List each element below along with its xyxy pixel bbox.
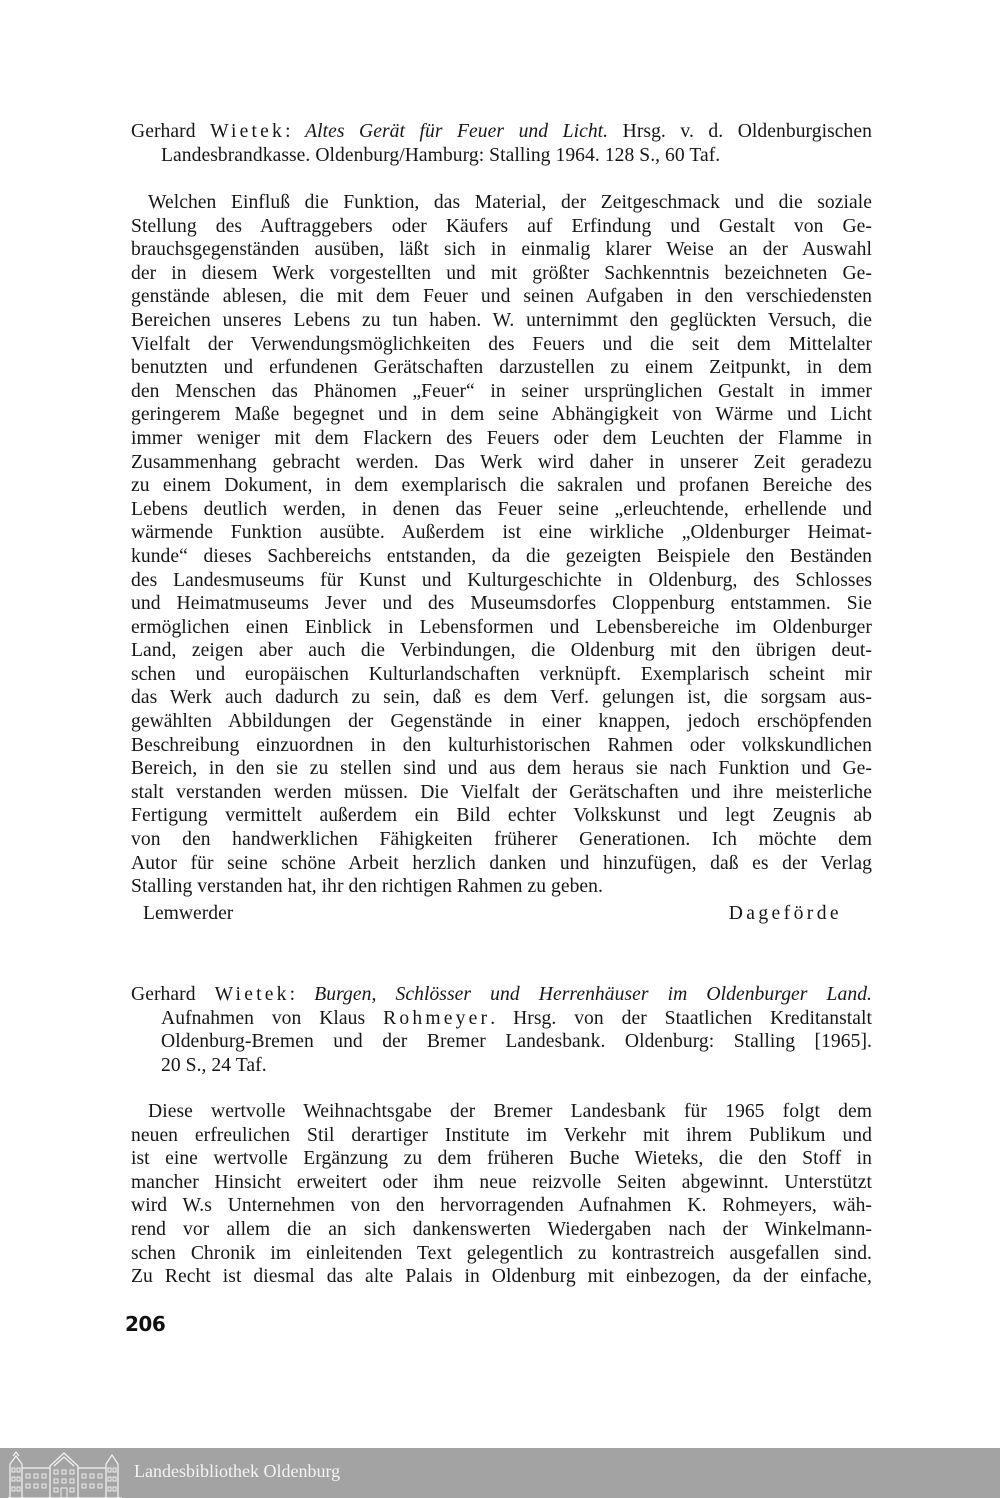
- review-line: ist eine wertvolle Ergänzung zu dem früheren Buche Wieteks, die den Stoff in: [131, 1148, 872, 1170]
- review-line: wird W.s Unternehmen von den hervorragenden Aufnahmen K. Rohmeyers, wäh-: [131, 1195, 872, 1217]
- publisher-info: . Hrsg. von der Staatlichen Kreditanstalt: [490, 1007, 872, 1029]
- review-line: stalt verstanden werden müssen. Die Vielfalt der Gerätschaften und ihre meisterliche: [131, 781, 872, 803]
- review-line: neuen erfreulichen Stil derartiger Institute im Verkehr mit ihrem Publikum und: [131, 1124, 872, 1146]
- review-line: Zusammenhang gebracht werden. Das Werk wird daher in unserer Zeit geradezu: [131, 451, 872, 473]
- review-line: der in diesem Werk vorgestellten und mit größter Sachkenntnis bezeichneten Ge-: [131, 262, 872, 284]
- review-line: benutzten und erfundenen Gerätschaften darzustellen zu einem Zeitpunkt, in dem: [131, 357, 872, 379]
- review-line: ermöglichen einen Einblick in Lebensformen und Lebensbereiche im Oldenburger: [131, 616, 872, 638]
- review-line: schen und europäischen Kulturlandschaften verknüpft. Exemplarisch scheint mir: [131, 663, 872, 685]
- review-line: Beschreibung einzuordnen in den kulturhistorischen Rahmen oder volkskundlichen: [131, 734, 872, 756]
- review-place: Lemwerder: [143, 903, 234, 924]
- reviewer-name: Dageförde: [728, 903, 842, 924]
- review-line: Bereich, in den sie zu stellen sind und aus dem heraus sie nach Funktion und Ge-: [131, 758, 872, 780]
- book-title: Burgen, Schlösser und Herrenhäuser im Oldenburger Land.: [314, 984, 872, 1005]
- review-1-body: [131, 191, 872, 899]
- review-line: wärmende Funktion ausübte. Außerdem ist eine wirkliche „Oldenburger Heimat-: [131, 522, 872, 544]
- review-line: Zu Recht ist diesmal das alte Palais in Oldenburg mit einbezogen, da der einfache,: [131, 1266, 872, 1288]
- review-2-body: [131, 1100, 872, 1289]
- review-line: von den handwerklichen Fähigkeiten früherer Generationen. Ich möchte dem: [131, 829, 872, 851]
- review-line: des Landesmuseums für Kunst und Kulturgeschichte in Oldenburg, des Schlosses: [131, 569, 872, 591]
- page-number: 206: [125, 1312, 166, 1336]
- library-name: Landesbibliothek Oldenburg: [134, 1461, 341, 1481]
- review-line: immer weniger mit dem Flackern des Feuers oder dem Leuchten der Flamme in: [131, 427, 872, 449]
- entry-1-line-1: Gerhard Wietek: Altes Gerät für Feuer und Licht. Hrsg. v. d. Oldenburgischen: [131, 121, 872, 142]
- entry-2-line-3: Oldenburg-Bremen und der Bremer Landesbank. Oldenburg: Stalling [1965].: [161, 1031, 872, 1053]
- library-building-icon: [6, 1450, 124, 1498]
- review-line: Stellung des Auftraggebers oder Käufers auf Erfindung und Gestalt von Ge-: [131, 215, 872, 237]
- entry-2-line-4: 20 S., 24 Taf.: [161, 1054, 267, 1076]
- bibliography-entry-1: [131, 120, 872, 167]
- book-title: Altes Gerät für Feuer und Licht.: [305, 121, 609, 142]
- review-1-signature: [131, 902, 872, 926]
- review-line: Lebens deutlich werden, in denen das Feuer seine „erleuchtende, erhellende und: [131, 498, 872, 520]
- review-line: Fertigung vermittelt außerdem ein Bild echter Volkskunst und legt Zeugnis ab: [131, 805, 872, 827]
- review-line: genstände ablesen, die mit dem Feuer und seinen Aufgaben in den verschiedensten: [131, 286, 872, 308]
- bibliography-entry-2: [131, 983, 872, 1077]
- author-last-name: Wietek: [210, 121, 286, 142]
- author-first-name: Gerhard: [131, 984, 196, 1005]
- entry-2-line-2: [131, 1007, 872, 1031]
- review-line: Land, zeigen aber auch die Verbindungen, die Oldenburg mit den übrigen deut-: [131, 640, 872, 662]
- review-line: Bereichen unseres Lebens zu tun haben. W. unternimmt den geglückten Versuch, die: [131, 309, 872, 331]
- author-first-name: Gerhard: [131, 121, 196, 142]
- photographer-prefix: Aufnahmen von Klaus: [161, 1007, 366, 1029]
- review-line: Diese wertvolle Weihnachtsgabe der Bremer Landesbank für 1965 folgt dem: [148, 1101, 872, 1122]
- review-line: geringerem Maße begegnet und in dem seine Abhängigkeit von Wärme und Licht: [131, 404, 872, 426]
- library-footer-bar: [0, 1448, 1000, 1498]
- entry-2-line-1: Gerhard Wietek: Burgen, Schlösser und Herrenhäuser im Oldenburger Land.: [131, 984, 872, 1005]
- review-line: Welchen Einfluß die Funktion, das Material, der Zeitgeschmack und die soziale: [148, 192, 872, 213]
- review-line: Autor für seine schöne Arbeit herzlich danken und hinzufügen, daß es der Verlag: [131, 852, 872, 874]
- review-line: gewählten Abbildungen der Gegenstände in einer knappen, jedoch erschöpfenden: [131, 711, 872, 733]
- review-line: brauchsgegenständen ausüben, läßt sich in einmalig klarer Weise an der Auswahl: [131, 239, 872, 261]
- review-line: Vielfalt der Verwendungsmöglichkeiten des Feuers und die seit dem Mittelalter: [131, 333, 872, 355]
- review-line: schen Chronik im einleitenden Text gelegentlich zu kontrastreich ausgefallen sind.: [131, 1242, 872, 1264]
- review-line: das Werk auch dadurch zu sein, daß es dem Verf. gelungen ist, die sorgsam aus-: [131, 687, 872, 709]
- entry-1-line-2: Landesbrandkasse. Oldenburg/Hamburg: Stalling 1964. 128 S., 60 Taf.: [161, 144, 721, 166]
- author-last-name: Wietek: [214, 984, 290, 1005]
- review-line: mancher Hinsicht erweitert oder ihm neue reizvolle Seiten abgewinnt. Unterstützt: [131, 1171, 872, 1193]
- photographer-name: Rohmeyer: [383, 1007, 491, 1029]
- review-line: zu einem Dokument, in dem exemplarisch die sakralen und profanen Bereiche des: [131, 475, 872, 497]
- review-line: Stalling verstanden hat, ihr den richtigen Rahmen zu geben.: [131, 876, 603, 898]
- review-line: den Menschen das Phänomen „Feuer“ in seiner ursprünglichen Gestalt in immer: [131, 380, 872, 402]
- review-line: und Heimatmuseums Jever und des Museumsdorfes Cloppenburg entstammen. Sie: [131, 593, 872, 615]
- review-line: rend vor allem die an sich dankenswerten Wiedergaben nach der Winkelmann-: [131, 1218, 872, 1240]
- review-line: kunde“ dieses Sachbereichs entstanden, da die gezeigten Beispiele den Beständen: [131, 545, 872, 567]
- publisher-info: Hrsg. v. d. Oldenburgischen: [622, 121, 872, 142]
